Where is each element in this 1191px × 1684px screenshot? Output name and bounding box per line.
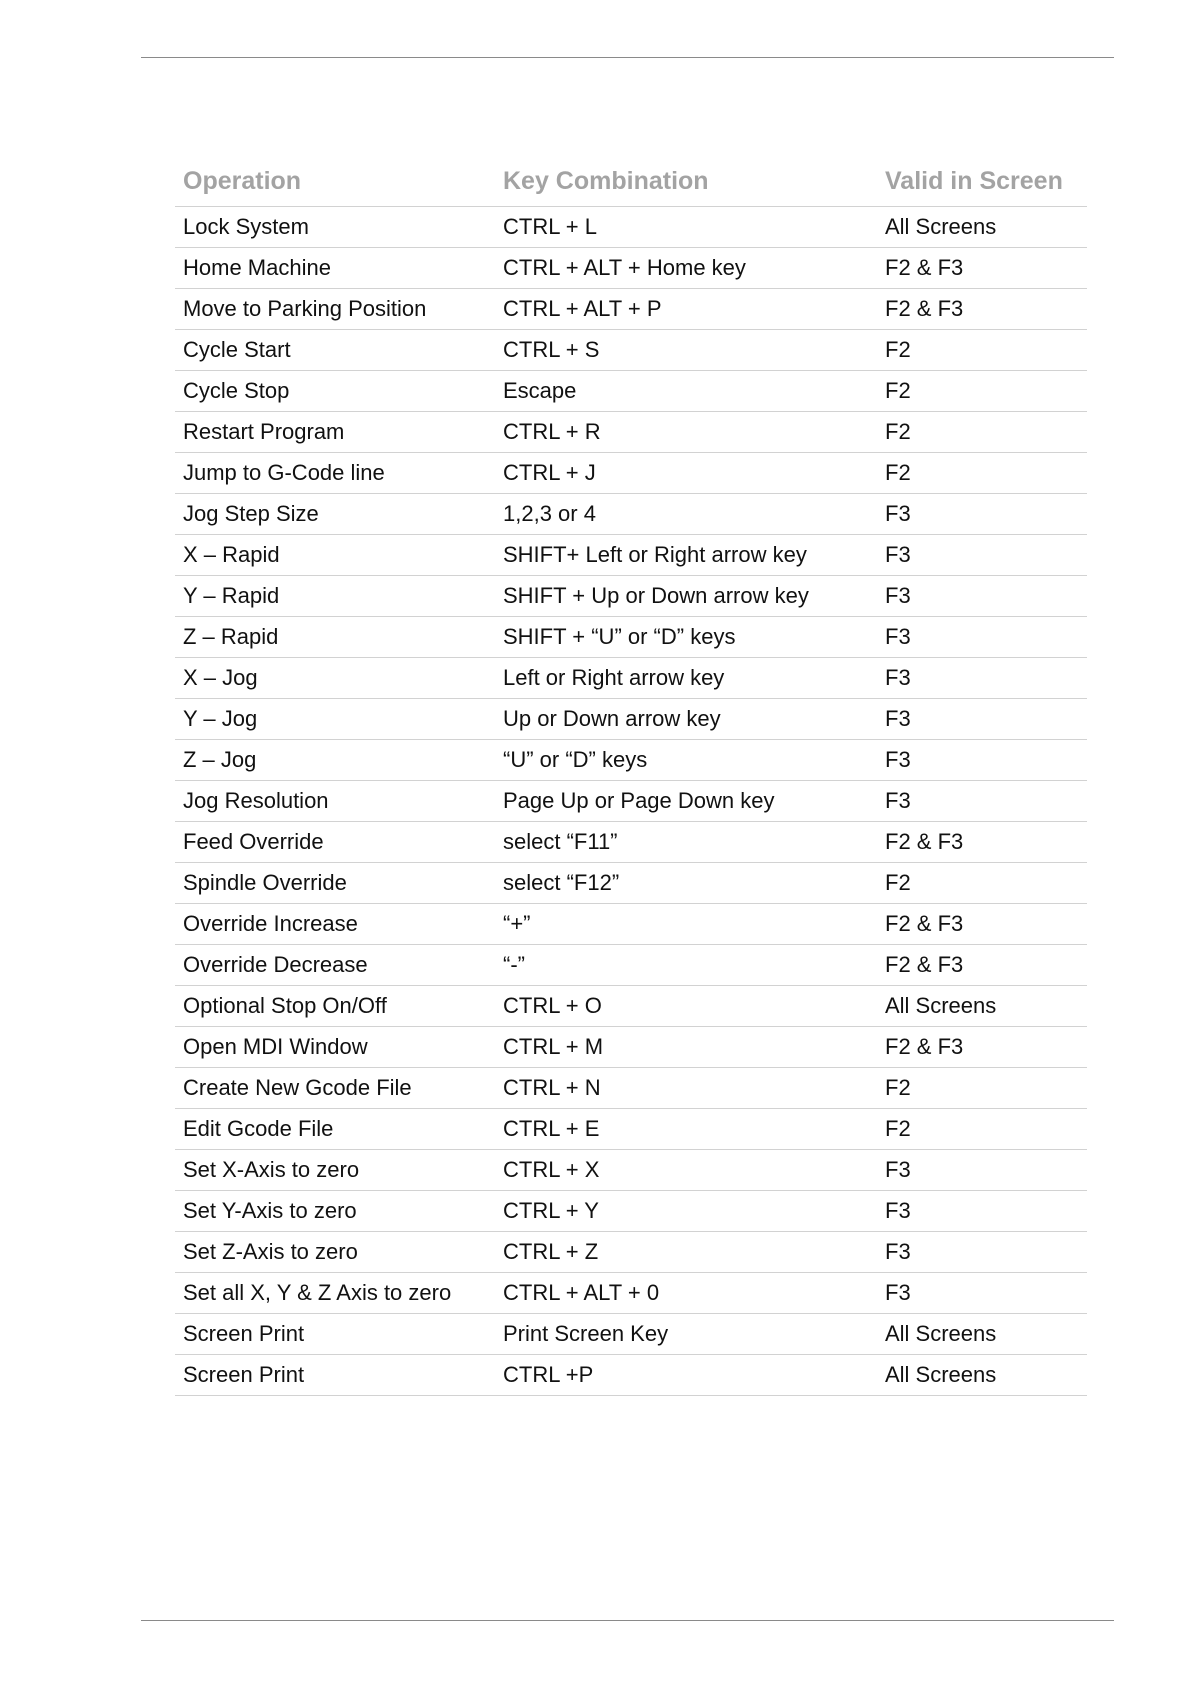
table-row [175, 904, 1087, 945]
table-row [175, 1068, 1087, 1109]
key-combination-cell: SHIFT + “U” or “D” keys [495, 617, 877, 658]
key-combination-cell: CTRL + E [495, 1109, 877, 1150]
key-combination-cell: 1,2,3 or 4 [495, 494, 877, 535]
operation-cell: Y – Jog [175, 699, 495, 740]
table-row [175, 1273, 1087, 1314]
valid-screen-cell: F3 [877, 658, 1087, 699]
table-row [175, 248, 1087, 289]
valid-screen-cell: F3 [877, 494, 1087, 535]
table-row [175, 986, 1087, 1027]
key-combination-cell: CTRL + N [495, 1068, 877, 1109]
valid-screen-cell: F2 & F3 [877, 822, 1087, 863]
valid-screen-cell: All Screens [877, 1355, 1087, 1396]
table-body [175, 207, 1087, 1396]
top-page-rule [141, 57, 1114, 58]
operation-cell: Set all X, Y & Z Axis to zero [175, 1273, 495, 1314]
valid-screen-cell: F2 & F3 [877, 289, 1087, 330]
valid-screen-cell: F3 [877, 1191, 1087, 1232]
valid-screen-cell: F2 & F3 [877, 945, 1087, 986]
operation-cell: Y – Rapid [175, 576, 495, 617]
operation-cell: Set Z-Axis to zero [175, 1232, 495, 1273]
key-combination-cell: CTRL + J [495, 453, 877, 494]
table-row [175, 822, 1087, 863]
operation-cell: Optional Stop On/Off [175, 986, 495, 1027]
valid-screen-cell: F3 [877, 1232, 1087, 1273]
valid-screen-cell: F2 [877, 453, 1087, 494]
table-row [175, 576, 1087, 617]
key-combination-cell: CTRL + S [495, 330, 877, 371]
operation-cell: Cycle Stop [175, 371, 495, 412]
operation-cell: Lock System [175, 207, 495, 248]
table-row [175, 945, 1087, 986]
key-combination-cell: Up or Down arrow key [495, 699, 877, 740]
valid-screen-cell: All Screens [877, 986, 1087, 1027]
valid-screen-cell: F2 [877, 371, 1087, 412]
table-row [175, 658, 1087, 699]
valid-screen-cell: F3 [877, 1273, 1087, 1314]
operation-cell: Jog Step Size [175, 494, 495, 535]
table-row [175, 781, 1087, 822]
key-combination-cell: CTRL + ALT + Home key [495, 248, 877, 289]
valid-screen-cell: F2 & F3 [877, 904, 1087, 945]
key-combination-cell: CTRL +P [495, 1355, 877, 1396]
table-row [175, 207, 1087, 248]
operation-cell: Screen Print [175, 1314, 495, 1355]
key-combination-cell: CTRL + R [495, 412, 877, 453]
valid-screen-cell: F3 [877, 699, 1087, 740]
key-combination-cell: CTRL + L [495, 207, 877, 248]
table-row [175, 453, 1087, 494]
operation-cell: Create New Gcode File [175, 1068, 495, 1109]
table-row [175, 371, 1087, 412]
table-row [175, 740, 1087, 781]
key-combination-cell: Page Up or Page Down key [495, 781, 877, 822]
operation-cell: Spindle Override [175, 863, 495, 904]
operation-cell: Feed Override [175, 822, 495, 863]
key-combination-cell: CTRL + Y [495, 1191, 877, 1232]
key-combination-cell: “-” [495, 945, 877, 986]
valid-screen-cell: F3 [877, 617, 1087, 658]
operation-cell: Open MDI Window [175, 1027, 495, 1068]
table-row [175, 494, 1087, 535]
table-row [175, 289, 1087, 330]
valid-screen-cell: F3 [877, 740, 1087, 781]
header-row [175, 157, 1087, 207]
valid-screen-cell: F3 [877, 576, 1087, 617]
header-key-combination: Key Combination [495, 157, 877, 207]
key-combination-cell: Left or Right arrow key [495, 658, 877, 699]
valid-screen-cell: All Screens [877, 1314, 1087, 1355]
keyboard-shortcut-table [175, 157, 1087, 1396]
table-row [175, 1027, 1087, 1068]
table-row [175, 412, 1087, 453]
operation-cell: Z – Jog [175, 740, 495, 781]
table-row [175, 699, 1087, 740]
operation-cell: Override Increase [175, 904, 495, 945]
table-row [175, 1355, 1087, 1396]
key-combination-cell: CTRL + ALT + 0 [495, 1273, 877, 1314]
operation-cell: Home Machine [175, 248, 495, 289]
key-combination-cell: CTRL + Z [495, 1232, 877, 1273]
bottom-page-rule [141, 1620, 1114, 1621]
valid-screen-cell: F3 [877, 1150, 1087, 1191]
key-combination-cell: select “F12” [495, 863, 877, 904]
key-combination-cell: Print Screen Key [495, 1314, 877, 1355]
key-combination-cell: “U” or “D” keys [495, 740, 877, 781]
operation-cell: Set Y-Axis to zero [175, 1191, 495, 1232]
valid-screen-cell: F3 [877, 781, 1087, 822]
table-row [175, 1314, 1087, 1355]
table-row [175, 535, 1087, 576]
table-header [175, 157, 1087, 207]
valid-screen-cell: F2 [877, 330, 1087, 371]
key-combination-cell: CTRL + X [495, 1150, 877, 1191]
key-combination-cell: CTRL + M [495, 1027, 877, 1068]
operation-cell: Z – Rapid [175, 617, 495, 658]
table-row [175, 1150, 1087, 1191]
key-combination-cell: SHIFT+ Left or Right arrow key [495, 535, 877, 576]
valid-screen-cell: F2 & F3 [877, 1027, 1087, 1068]
valid-screen-cell: All Screens [877, 207, 1087, 248]
table-row [175, 1232, 1087, 1273]
table-row [175, 1109, 1087, 1150]
operation-cell: Override Decrease [175, 945, 495, 986]
operation-cell: X – Jog [175, 658, 495, 699]
key-combination-cell: select “F11” [495, 822, 877, 863]
key-combination-cell: “+” [495, 904, 877, 945]
header-operation: Operation [175, 157, 495, 207]
operation-cell: Restart Program [175, 412, 495, 453]
operation-cell: Jog Resolution [175, 781, 495, 822]
table-row [175, 330, 1087, 371]
key-combination-cell: CTRL + ALT + P [495, 289, 877, 330]
operation-cell: Cycle Start [175, 330, 495, 371]
valid-screen-cell: F3 [877, 535, 1087, 576]
table-row [175, 863, 1087, 904]
valid-screen-cell: F2 [877, 412, 1087, 453]
key-combination-cell: CTRL + O [495, 986, 877, 1027]
operation-cell: X – Rapid [175, 535, 495, 576]
valid-screen-cell: F2 [877, 863, 1087, 904]
key-combination-cell: Escape [495, 371, 877, 412]
operation-cell: Screen Print [175, 1355, 495, 1396]
valid-screen-cell: F2 [877, 1068, 1087, 1109]
operation-cell: Set X-Axis to zero [175, 1150, 495, 1191]
header-valid-in-screen: Valid in Screen [877, 157, 1087, 207]
operation-cell: Move to Parking Position [175, 289, 495, 330]
table-row [175, 617, 1087, 658]
key-combination-cell: SHIFT + Up or Down arrow key [495, 576, 877, 617]
table-row [175, 1191, 1087, 1232]
valid-screen-cell: F2 [877, 1109, 1087, 1150]
operation-cell: Edit Gcode File [175, 1109, 495, 1150]
valid-screen-cell: F2 & F3 [877, 248, 1087, 289]
operation-cell: Jump to G-Code line [175, 453, 495, 494]
